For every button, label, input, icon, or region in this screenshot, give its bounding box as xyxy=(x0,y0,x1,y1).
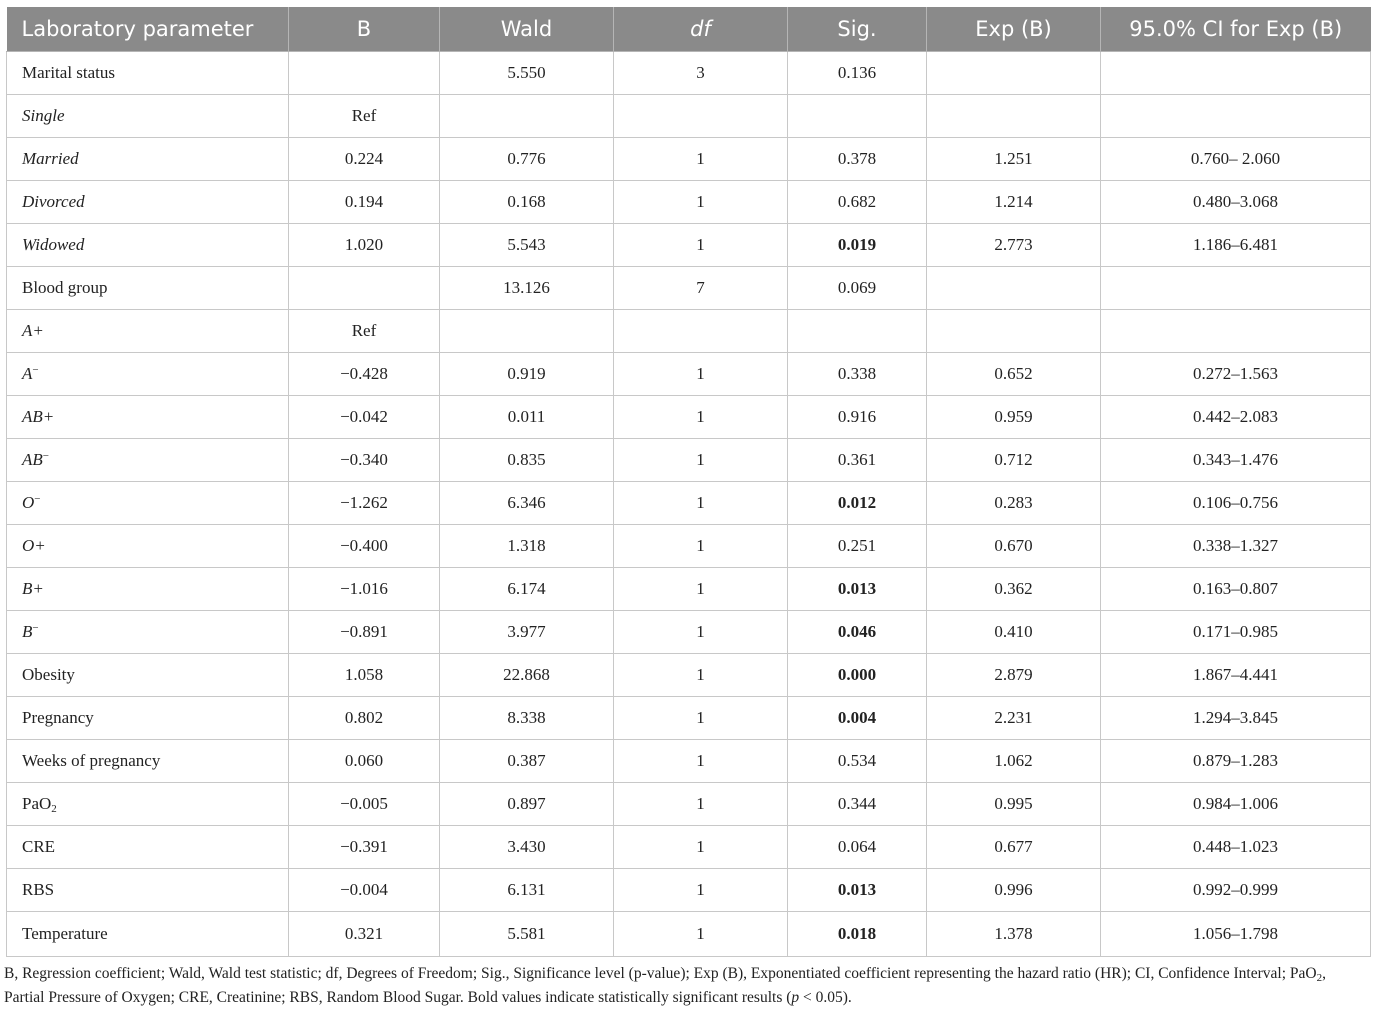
ci-cell xyxy=(1101,310,1371,353)
wald-cell: 13.126 xyxy=(440,267,614,310)
ci-cell: 0.343–1.476 xyxy=(1101,439,1371,482)
exp-b-cell xyxy=(927,267,1101,310)
df-cell: 1 xyxy=(614,138,788,181)
table-row xyxy=(7,482,1371,525)
df-cell: 1 xyxy=(614,611,788,654)
df-cell: 1 xyxy=(614,224,788,267)
table-row xyxy=(7,310,1371,353)
exp-b-cell: 0.995 xyxy=(927,783,1101,826)
parameter-cell xyxy=(7,912,289,957)
b-cell: 0.321 xyxy=(289,912,440,957)
column-header-exp-b: Exp (B) xyxy=(927,7,1101,52)
ci-cell: 1.294–3.845 xyxy=(1101,697,1371,740)
b-cell: Ref xyxy=(289,310,440,353)
b-cell: 1.058 xyxy=(289,654,440,697)
ci-cell: 0.163–0.807 xyxy=(1101,568,1371,611)
b-cell: −0.004 xyxy=(289,869,440,912)
table-row xyxy=(7,95,1371,138)
b-cell: 0.802 xyxy=(289,697,440,740)
parameter-cell xyxy=(7,611,289,654)
table-row xyxy=(7,826,1371,869)
ci-cell: 0.760– 2.060 xyxy=(1101,138,1371,181)
sig-cell: 0.338 xyxy=(788,353,927,396)
table-row xyxy=(7,568,1371,611)
parameter-label: Pregnancy xyxy=(22,708,94,727)
df-cell: 7 xyxy=(614,267,788,310)
b-cell: Ref xyxy=(289,95,440,138)
df-cell: 1 xyxy=(614,181,788,224)
parameter-cell xyxy=(7,525,289,568)
wald-cell: 6.174 xyxy=(440,568,614,611)
header-row xyxy=(7,7,1371,52)
ci-cell: 0.448–1.023 xyxy=(1101,826,1371,869)
table-row xyxy=(7,267,1371,310)
wald-cell: 0.776 xyxy=(440,138,614,181)
parameter-label: AB+ xyxy=(22,407,55,426)
b-cell xyxy=(289,52,440,95)
sig-cell: 0.004 xyxy=(788,697,927,740)
ci-cell: 0.106–0.756 xyxy=(1101,482,1371,525)
sig-cell: 0.378 xyxy=(788,138,927,181)
sig-cell: 0.136 xyxy=(788,52,927,95)
df-cell: 1 xyxy=(614,396,788,439)
table-row xyxy=(7,138,1371,181)
ci-cell xyxy=(1101,52,1371,95)
b-cell: 1.020 xyxy=(289,224,440,267)
b-cell: −0.340 xyxy=(289,439,440,482)
ci-cell: 0.992–0.999 xyxy=(1101,869,1371,912)
table-row xyxy=(7,396,1371,439)
parameter-label: Obesity xyxy=(22,665,75,684)
parameter-label-superscript: − xyxy=(32,364,39,376)
table-row xyxy=(7,783,1371,826)
exp-b-cell: 0.677 xyxy=(927,826,1101,869)
wald-cell: 5.550 xyxy=(440,52,614,95)
exp-b-cell: 0.712 xyxy=(927,439,1101,482)
wald-cell: 1.318 xyxy=(440,525,614,568)
ci-cell: 0.879–1.283 xyxy=(1101,740,1371,783)
exp-b-cell: 0.996 xyxy=(927,869,1101,912)
exp-b-cell xyxy=(927,95,1101,138)
parameter-label: Blood group xyxy=(22,278,108,297)
parameter-label: Temperature xyxy=(22,924,108,943)
table-row xyxy=(7,181,1371,224)
b-cell: 0.060 xyxy=(289,740,440,783)
exp-b-cell: 0.652 xyxy=(927,353,1101,396)
wald-cell: 0.897 xyxy=(440,783,614,826)
parameter-cell xyxy=(7,568,289,611)
df-cell: 1 xyxy=(614,783,788,826)
parameter-label: A+ xyxy=(22,321,44,340)
sig-cell: 0.013 xyxy=(788,568,927,611)
exp-b-cell: 0.670 xyxy=(927,525,1101,568)
regression-table-container xyxy=(6,7,1370,957)
parameter-cell xyxy=(7,869,289,912)
exp-b-cell: 1.378 xyxy=(927,912,1101,957)
footnote-text-part2: , Partial Pressure of Oxygen; CRE, Creatinine; RBS, Random Blood Sugar. Bold values indicate statistically significant results ( xyxy=(4,965,1326,1006)
ci-cell: 0.480–3.068 xyxy=(1101,181,1371,224)
parameter-label: Weeks of pregnancy xyxy=(22,751,161,770)
b-cell: −0.400 xyxy=(289,525,440,568)
exp-b-cell xyxy=(927,52,1101,95)
parameter-label: B+ xyxy=(22,579,44,598)
ci-cell: 0.272–1.563 xyxy=(1101,353,1371,396)
parameter-label: O+ xyxy=(22,536,46,555)
wald-cell: 5.581 xyxy=(440,912,614,957)
table-row xyxy=(7,353,1371,396)
df-cell: 3 xyxy=(614,52,788,95)
wald-cell: 0.387 xyxy=(440,740,614,783)
wald-cell: 0.835 xyxy=(440,439,614,482)
sig-cell xyxy=(788,95,927,138)
sig-cell: 0.018 xyxy=(788,912,927,957)
wald-cell: 22.868 xyxy=(440,654,614,697)
parameter-cell xyxy=(7,697,289,740)
exp-b-cell: 0.283 xyxy=(927,482,1101,525)
df-cell xyxy=(614,310,788,353)
df-cell: 1 xyxy=(614,353,788,396)
wald-cell: 0.919 xyxy=(440,353,614,396)
column-header-sig: Sig. xyxy=(788,7,927,52)
parameter-cell xyxy=(7,353,289,396)
df-cell: 1 xyxy=(614,439,788,482)
exp-b-cell: 1.062 xyxy=(927,740,1101,783)
sig-cell: 0.361 xyxy=(788,439,927,482)
b-cell: −1.262 xyxy=(289,482,440,525)
sig-cell: 0.064 xyxy=(788,826,927,869)
table-row xyxy=(7,439,1371,482)
wald-cell xyxy=(440,310,614,353)
df-cell xyxy=(614,95,788,138)
parameter-cell xyxy=(7,783,289,826)
table-body xyxy=(7,52,1371,957)
parameter-cell xyxy=(7,654,289,697)
table-footnote xyxy=(4,962,1370,1010)
ci-cell: 0.171–0.985 xyxy=(1101,611,1371,654)
df-cell: 1 xyxy=(614,482,788,525)
sig-cell: 0.916 xyxy=(788,396,927,439)
sig-cell: 0.534 xyxy=(788,740,927,783)
exp-b-cell: 0.959 xyxy=(927,396,1101,439)
parameter-label-superscript: − xyxy=(32,622,39,634)
parameter-cell xyxy=(7,181,289,224)
df-cell: 1 xyxy=(614,525,788,568)
wald-cell xyxy=(440,95,614,138)
b-cell: −1.016 xyxy=(289,568,440,611)
parameter-label: A xyxy=(22,364,33,383)
wald-cell: 6.131 xyxy=(440,869,614,912)
parameter-cell xyxy=(7,826,289,869)
footnote-subscript: 2 xyxy=(1316,972,1323,984)
ci-cell: 1.186–6.481 xyxy=(1101,224,1371,267)
parameter-label: PaO xyxy=(22,794,52,813)
table-row xyxy=(7,224,1371,267)
wald-cell: 8.338 xyxy=(440,697,614,740)
b-cell: 0.194 xyxy=(289,181,440,224)
column-header-wald: Wald xyxy=(440,7,614,52)
ci-cell: 0.442–2.083 xyxy=(1101,396,1371,439)
ci-cell xyxy=(1101,95,1371,138)
parameter-label: Marital status xyxy=(22,63,116,82)
table-row xyxy=(7,611,1371,654)
parameter-label: Married xyxy=(22,149,79,168)
regression-table xyxy=(6,7,1371,957)
ci-cell: 1.056–1.798 xyxy=(1101,912,1371,957)
parameter-label: RBS xyxy=(22,880,55,899)
parameter-label: AB xyxy=(22,450,43,469)
exp-b-cell: 1.214 xyxy=(927,181,1101,224)
sig-cell: 0.069 xyxy=(788,267,927,310)
footnote-text-part1: B, Regression coefficient; Wald, Wald test statistic; df, Degrees of Freedom; Sig., Significance level (p-value); Exp (B), Exponentiated coefficient representing the hazard ratio (HR); CI, Confidence Interval; PaO xyxy=(4,965,1317,982)
wald-cell: 0.168 xyxy=(440,181,614,224)
parameter-label: CRE xyxy=(22,837,56,856)
parameter-cell xyxy=(7,95,289,138)
parameter-label: Single xyxy=(22,106,65,125)
footnote-p-symbol: p xyxy=(791,989,800,1006)
parameter-label: Widowed xyxy=(22,235,85,254)
wald-cell: 3.977 xyxy=(440,611,614,654)
wald-cell: 6.346 xyxy=(440,482,614,525)
parameter-label: B xyxy=(22,622,33,641)
table-row xyxy=(7,869,1371,912)
sig-cell: 0.012 xyxy=(788,482,927,525)
sig-cell: 0.019 xyxy=(788,224,927,267)
b-cell: −0.428 xyxy=(289,353,440,396)
table-row xyxy=(7,525,1371,568)
parameter-label: Divorced xyxy=(22,192,85,211)
table-row xyxy=(7,740,1371,783)
ci-cell: 0.338–1.327 xyxy=(1101,525,1371,568)
exp-b-cell: 0.362 xyxy=(927,568,1101,611)
parameter-cell xyxy=(7,396,289,439)
wald-cell: 0.011 xyxy=(440,396,614,439)
ci-cell: 1.867–4.441 xyxy=(1101,654,1371,697)
b-cell: −0.391 xyxy=(289,826,440,869)
parameter-cell xyxy=(7,439,289,482)
sig-cell: 0.046 xyxy=(788,611,927,654)
df-cell: 1 xyxy=(614,826,788,869)
parameter-cell xyxy=(7,310,289,353)
parameter-label-superscript: − xyxy=(42,450,49,462)
exp-b-cell: 0.410 xyxy=(927,611,1101,654)
parameter-label: O xyxy=(22,493,35,512)
df-cell: 1 xyxy=(614,697,788,740)
exp-b-cell: 1.251 xyxy=(927,138,1101,181)
table-row xyxy=(7,697,1371,740)
exp-b-cell: 2.879 xyxy=(927,654,1101,697)
wald-cell: 5.543 xyxy=(440,224,614,267)
sig-cell xyxy=(788,310,927,353)
parameter-cell xyxy=(7,138,289,181)
b-cell: −0.005 xyxy=(289,783,440,826)
table-row xyxy=(7,654,1371,697)
df-cell: 1 xyxy=(614,869,788,912)
df-cell: 1 xyxy=(614,568,788,611)
b-cell: −0.891 xyxy=(289,611,440,654)
parameter-cell xyxy=(7,52,289,95)
exp-b-cell: 2.231 xyxy=(927,697,1101,740)
sig-cell: 0.000 xyxy=(788,654,927,697)
parameter-cell xyxy=(7,267,289,310)
sig-cell: 0.682 xyxy=(788,181,927,224)
sig-cell: 0.013 xyxy=(788,869,927,912)
sig-cell: 0.251 xyxy=(788,525,927,568)
exp-b-cell: 2.773 xyxy=(927,224,1101,267)
df-cell: 1 xyxy=(614,740,788,783)
df-cell: 1 xyxy=(614,912,788,957)
wald-cell: 3.430 xyxy=(440,826,614,869)
ci-cell: 0.984–1.006 xyxy=(1101,783,1371,826)
ci-cell xyxy=(1101,267,1371,310)
footnote-text-part3: < 0.05). xyxy=(799,989,852,1006)
column-header-ci: 95.0% CI for Exp (B) xyxy=(1101,7,1371,52)
b-cell xyxy=(289,267,440,310)
parameter-cell xyxy=(7,740,289,783)
table-row xyxy=(7,912,1371,957)
b-cell: −0.042 xyxy=(289,396,440,439)
parameter-cell xyxy=(7,224,289,267)
table-row xyxy=(7,52,1371,95)
column-header-b: B xyxy=(289,7,440,52)
parameter-cell xyxy=(7,482,289,525)
b-cell: 0.224 xyxy=(289,138,440,181)
df-cell: 1 xyxy=(614,654,788,697)
parameter-label-subscript: 2 xyxy=(51,803,57,815)
table-header xyxy=(7,7,1371,52)
column-header-laboratory-parameter: Laboratory parameter xyxy=(7,7,289,52)
sig-cell: 0.344 xyxy=(788,783,927,826)
exp-b-cell xyxy=(927,310,1101,353)
parameter-label-superscript: − xyxy=(34,493,41,505)
column-header-df: df xyxy=(614,7,788,52)
